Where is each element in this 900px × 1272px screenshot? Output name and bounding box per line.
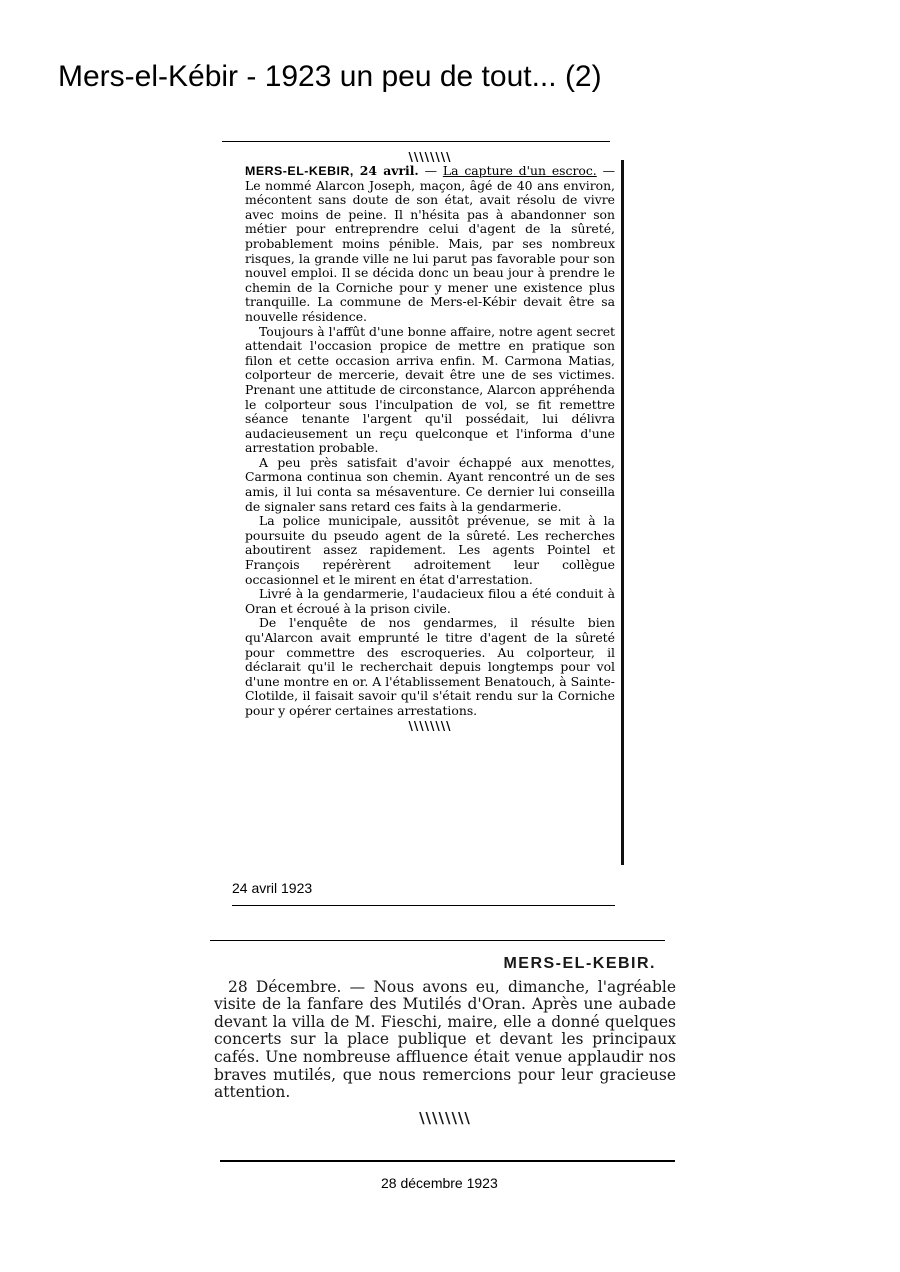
clip1-lead-paragraph: MERS-EL-KEBIR, 24 avril. — La capture d'un escroc. — Le nommé Alarcon Joseph, maçon, âgé de 40 ans environ, mécontent sans doute de son état, avait résolu de vivre avec moins de peine. Il n'hésita pas à abandonner son métier pour entreprendre celui d'agent de la sûreté, probablement moins pénible. Mais, par ses nombreux risques, la grande ville ne lui parut pas favorable pour son nouvel emploi. Il se décida donc un beau jour à prendre le chemin de la Corniche pour y mener une existence plus tranquille. La commune de Mers-el-Kébir devait être sa nouvelle résidence. <box>245 163 615 324</box>
clip1-paragraph: De l'enquête de nos gendarmes, il résulte bien qu'Alarcon avait emprunté le titre d'agent de la sûreté pour commettre des escroqueries. Au colporteur, il déclarait qu'il le recherchait depuis longtemps pour vol d'une montre en or. A l'établissement Benatouch, à Sainte-Clotilde, il faisait savoir qu'il s'était rendu sur la Corniche pour y opérer certaines arrestations. <box>245 615 615 718</box>
clip1-top-rule <box>222 141 610 142</box>
clip1-top-ornament: \\\\\\\\ <box>408 150 452 164</box>
clip1-headline: La capture d'un escroc. <box>442 163 597 178</box>
clip1-paragraph: Livré à la gendarmerie, l'audacieux filou a été conduit à Oran et écroué à la prison civile. <box>245 586 615 616</box>
clip2-header: MERS-EL-KEBIR. <box>503 955 656 972</box>
clip1-dateline: MERS-EL-KEBIR, <box>245 164 354 178</box>
clip1-paragraph: La police municipale, aussitôt prévenue, se mit à la poursuite du pseudo agent de la sûreté. Les recherches aboutirent assez rapidement. Les agents Pointel et François repérèrent adroitement leur collègue occasionnel et le mirent en état d'arrestation. <box>245 513 615 587</box>
clip2-ornament: \\\\\\\\ <box>419 1108 471 1127</box>
clip1-bottom-rule <box>232 905 615 906</box>
clip1-paragraph: Toujours à l'affût d'une bonne affaire, notre agent secret attendait l'occasion propice de mettre en pratique son filon et cette occasion arriva enfin. M. Carmona Matias, colporteur de mercerie, devait être une de ses victimes. Prenant une attitude de circonstance, Alarcon appréhenda le colporteur sous l'inculpation de vol, se fit remettre séance tenante l'argent qu'il possédait, lui délivra audacieusement un reçu quelconque et l'informa d'une arrestation probable. <box>245 323 615 456</box>
clip1-article <box>245 150 615 875</box>
clip2-text: 28 Décembre. — Nous avons eu, dimanche, l'agréable visite de la fanfare des Mutilés d'Oran. Après une aubade devant la villa de M. Fieschi, maire, elle a donné quelques concerts sur la place publique et devant les principaux cafés. Une nombreuse affluence était venue applaudir nos braves mutilés, que nous remercions pour leur gracieuse attention. <box>214 977 676 1102</box>
clip1-right-bar <box>621 160 624 865</box>
page-title: Mers-el-Kébir - 1923 un peu de tout... (2) <box>58 60 602 93</box>
clip1-date: 24 avril. <box>359 163 419 178</box>
clip2-article <box>214 955 676 1155</box>
clip1-paragraph: A peu près satisfait d'avoir échappé aux menottes, Carmona continua son chemin. Ayant rencontré un de ses amis, il lui conta sa mésaventure. Ce dernier lui conseilla de signaler sans retard ces faits à la gendarmerie. <box>245 454 615 514</box>
clip2-caption: 28 décembre 1923 <box>381 1175 498 1191</box>
clip1-lead-text: Le nommé Alarcon Joseph, maçon, âgé de 40 ans environ, mécontent sans doute de son état, avait résolu de vivre avec moins de peine. Il n'hésita pas à abandonner son métier pour entreprendre celui d'agent de la sûreté, probablement moins pénible. Mais, par ses nombreux risques, la grande ville ne lui parut pas favorable pour son nouvel emploi. Il se décida donc un beau jour à prendre le chemin de la Corniche pour y mener une existence plus tranquille. La commune de Mers-el-Kébir devait être sa nouvelle résidence. <box>245 177 615 324</box>
clip1-caption: 24 avril 1923 <box>232 880 313 896</box>
clip2-bottom-rule <box>220 1160 675 1162</box>
clip2-top-rule <box>210 940 665 941</box>
clip1-bottom-ornament: \\\\\\\\ <box>408 718 452 733</box>
